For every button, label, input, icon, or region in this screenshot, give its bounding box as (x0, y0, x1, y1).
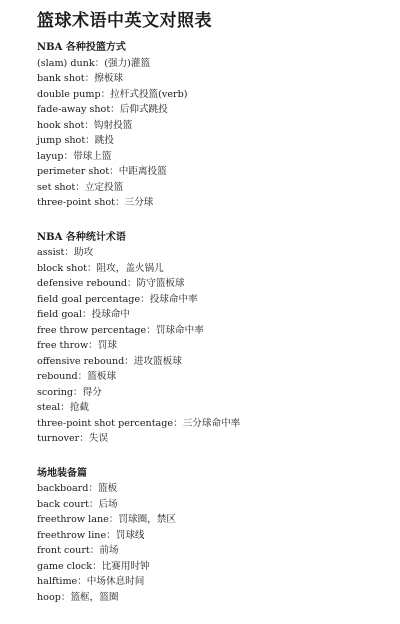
term-entry: turnover：失误 (37, 433, 109, 444)
section-court-equipment (37, 466, 392, 606)
section-heading: 场地装备篇 (37, 467, 87, 479)
section-shot-types (37, 40, 392, 211)
term-entry: freethrow line：罚球线 (37, 529, 145, 541)
term-entry: perimeter shot：中距离投篮 (37, 166, 167, 177)
term-entry: offensive rebound：进攻篮板球 (37, 355, 182, 367)
term-entry: free throw percentage：罚球命中率 (37, 324, 204, 336)
section-statistics (37, 230, 392, 447)
term-entry: defensive rebound：防守篮板球 (37, 278, 185, 289)
term-entry: assist：助攻 (37, 247, 94, 258)
term-entry: block shot：阻攻，盖火锅儿 (37, 262, 164, 274)
term-entry: three-point shot percentage：三分球命中率 (37, 417, 241, 429)
term-entry: three-point shot：三分球 (37, 197, 154, 208)
term-entry: fade-away shot：后仰式跳投 (37, 104, 168, 115)
term-entry: halftime：中场休息时间 (37, 576, 145, 587)
term-entry: layup：带球上篮 (37, 150, 112, 162)
term-entry: game clock：比赛用时钟 (37, 560, 150, 572)
term-entry: jump shot：跳投 (37, 135, 114, 146)
term-entry: hook shot：钩射投篮 (37, 119, 133, 131)
term-entry: field goal：投球命中 (37, 309, 131, 320)
term-entry: scoring：得分 (37, 386, 102, 398)
term-entry: backboard：篮板 (37, 483, 118, 494)
document-title: 篮球术语中英文对照表 (37, 11, 212, 31)
term-entry: freethrow lane：罚球圈，禁区 (37, 514, 176, 525)
term-entry: front court：前场 (37, 545, 119, 556)
section-heading: NBA 各种统计术语 (37, 231, 126, 243)
term-entry: rebound：篮板球 (37, 371, 117, 382)
term-entry: set shot：立定投篮 (37, 181, 124, 193)
term-entry: double pump：拉杆式投篮(verb) (37, 88, 188, 100)
section-heading: NBA 各种投篮方式 (37, 42, 126, 53)
term-entry: steal：抢截 (37, 402, 90, 413)
term-entry: hoop：篮框，篮圈 (37, 591, 119, 603)
term-entry: bank shot：擦板球 (37, 73, 124, 84)
term-entry: (slam) dunk：(强力)灌篮 (37, 57, 151, 69)
term-entry: field goal percentage：投球命中率 (37, 293, 198, 305)
document-page (37, 8, 392, 624)
term-entry: back court：后场 (37, 498, 118, 510)
term-entry: free throw：罚球 (37, 340, 117, 351)
